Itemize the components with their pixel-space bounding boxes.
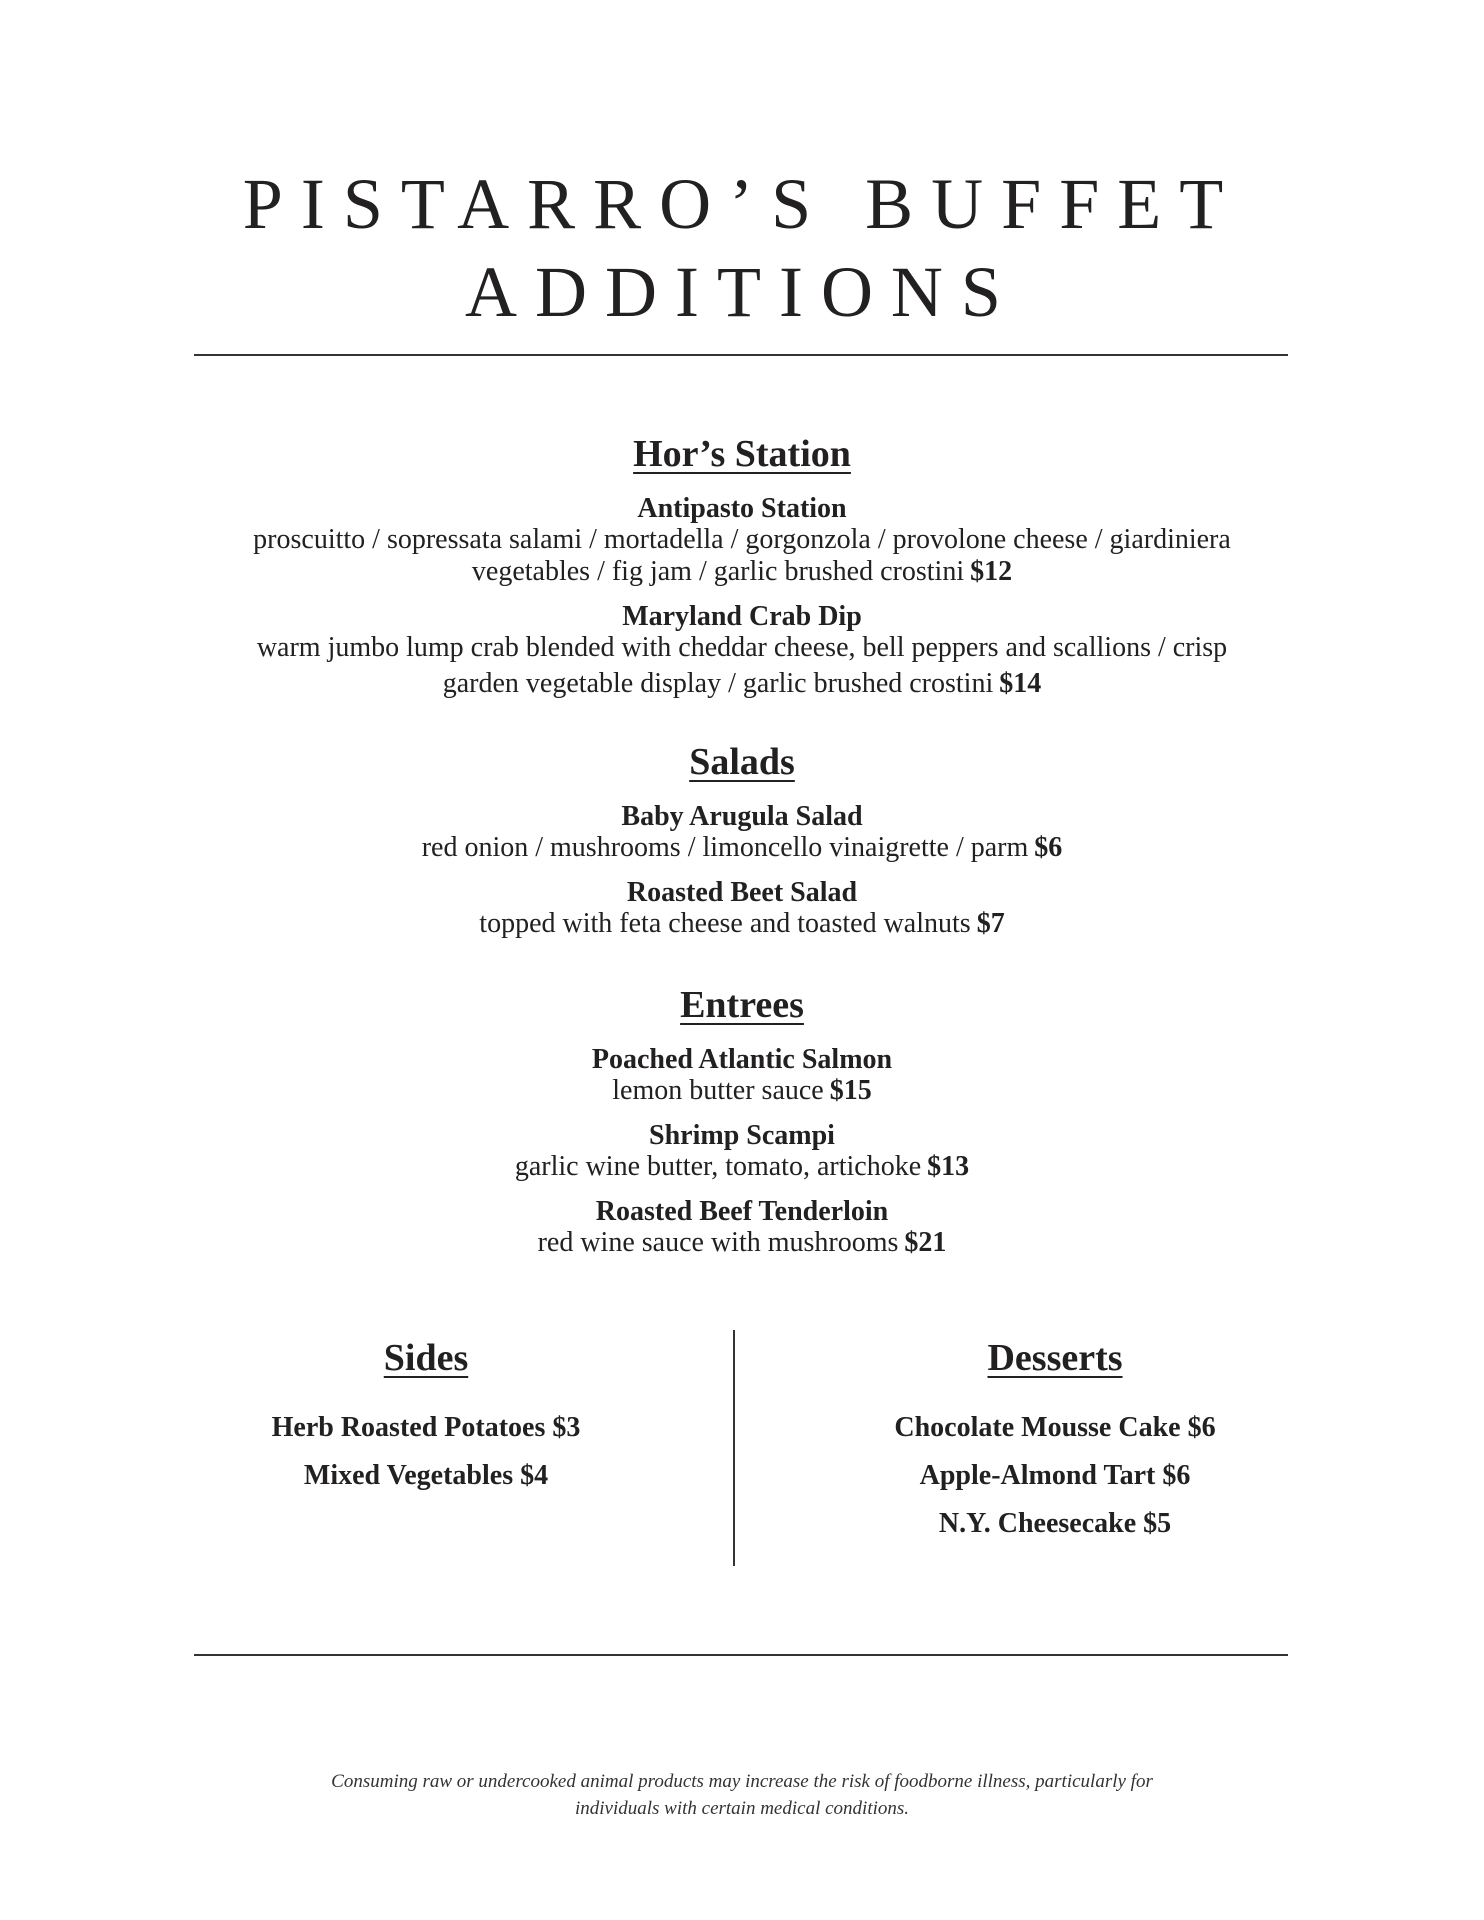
section-sides — [166, 1330, 686, 1500]
menu-item-desc: proscuitto / sopressata salami / mortadella / gorgonzola / provolone cheese / giardiniera — [253, 524, 1231, 555]
menu-item-desc — [0, 556, 1484, 588]
menu-item-crab-dip — [0, 602, 1484, 700]
column-divider — [733, 1330, 735, 1566]
menu-item-desc-cont: garden vegetable display / garlic brushed crostini — [442, 668, 994, 699]
title-line-1: PISTARRO’S BUFFET — [242, 164, 1242, 244]
side-item: Herb Roasted Potatoes $3 — [271, 1412, 581, 1443]
section-heading-desserts: Desserts — [987, 1337, 1123, 1379]
menu-item-name: Roasted Beef Tenderloin — [595, 1196, 889, 1227]
menu-item-desc-text: garlic wine butter, tomato, artichoke — [514, 1151, 922, 1182]
dessert-item: Apple-Almond Tart $6 — [919, 1460, 1191, 1491]
menu-item-desc-text: lemon butter sauce — [612, 1075, 824, 1106]
menu-item-desc — [0, 832, 1484, 864]
section-heading-sides: Sides — [383, 1337, 469, 1379]
menu-item-desc — [0, 908, 1484, 940]
disclaimer-line-2: individuals with certain medical conditions. — [574, 1798, 910, 1819]
menu-item-name: Poached Atlantic Salmon — [591, 1044, 893, 1075]
menu-item-desc — [0, 1075, 1484, 1107]
section-desserts — [795, 1330, 1315, 1548]
menu-item-price: $21 — [904, 1227, 947, 1258]
top-divider-rule — [194, 354, 1288, 356]
disclaimer-line-1: Consuming raw or undercooked animal products may increase the risk of foodborne illness, particularly for — [331, 1771, 1153, 1792]
section-entrees — [0, 983, 1484, 1259]
menu-item-beef-tenderloin — [0, 1197, 1484, 1259]
menu-item-price: $13 — [927, 1151, 970, 1182]
bottom-divider-rule — [194, 1654, 1288, 1656]
page-title — [0, 160, 1484, 336]
menu-item-arugula-salad — [0, 802, 1484, 864]
menu-item-price: $15 — [829, 1075, 872, 1106]
side-item: Mixed Vegetables $4 — [303, 1460, 549, 1491]
menu-item-price: $7 — [976, 908, 1005, 939]
section-heading-salads: Salads — [689, 741, 795, 783]
dessert-item: N.Y. Cheesecake $5 — [938, 1508, 1172, 1539]
menu-item-beet-salad — [0, 878, 1484, 940]
section-heading-hors: Hor’s Station — [633, 433, 851, 475]
section-salads — [0, 740, 1484, 940]
section-heading-entrees: Entrees — [680, 984, 804, 1026]
menu-item-antipasto — [0, 494, 1484, 588]
health-disclaimer — [0, 1768, 1484, 1822]
menu-item-price: $12 — [970, 556, 1013, 587]
menu-item-name: Maryland Crab Dip — [622, 601, 862, 632]
menu-item-desc — [0, 1227, 1484, 1259]
menu-item-price: $6 — [1034, 832, 1063, 863]
menu-item-name: Baby Arugula Salad — [621, 801, 863, 832]
menu-item-desc-text: red onion / mushrooms / limoncello vinaigrette / parm — [421, 832, 1029, 863]
menu-item-desc — [0, 1151, 1484, 1183]
menu-item-desc: warm jumbo lump crab blended with cheddar cheese, bell peppers and scallions / crisp — [256, 632, 1228, 663]
dessert-item: Chocolate Mousse Cake $6 — [894, 1412, 1216, 1443]
menu-item-desc-cont: vegetables / fig jam / garlic brushed crostini — [471, 556, 965, 587]
title-line-2: ADDITIONS — [465, 252, 1019, 332]
section-hors-station — [0, 432, 1484, 700]
menu-item-salmon — [0, 1045, 1484, 1107]
menu-item-name: Antipasto Station — [637, 493, 847, 524]
menu-item-desc — [0, 668, 1484, 700]
menu-item-desc-text: topped with feta cheese and toasted walnuts — [479, 908, 971, 939]
menu-item-price: $14 — [999, 668, 1042, 699]
menu-item-desc-text: red wine sauce with mushrooms — [537, 1227, 899, 1258]
sides-desserts-block — [0, 1330, 1484, 1570]
menu-item-name: Shrimp Scampi — [649, 1120, 835, 1151]
menu-item-name: Roasted Beet Salad — [626, 877, 858, 908]
menu-item-shrimp-scampi — [0, 1121, 1484, 1183]
